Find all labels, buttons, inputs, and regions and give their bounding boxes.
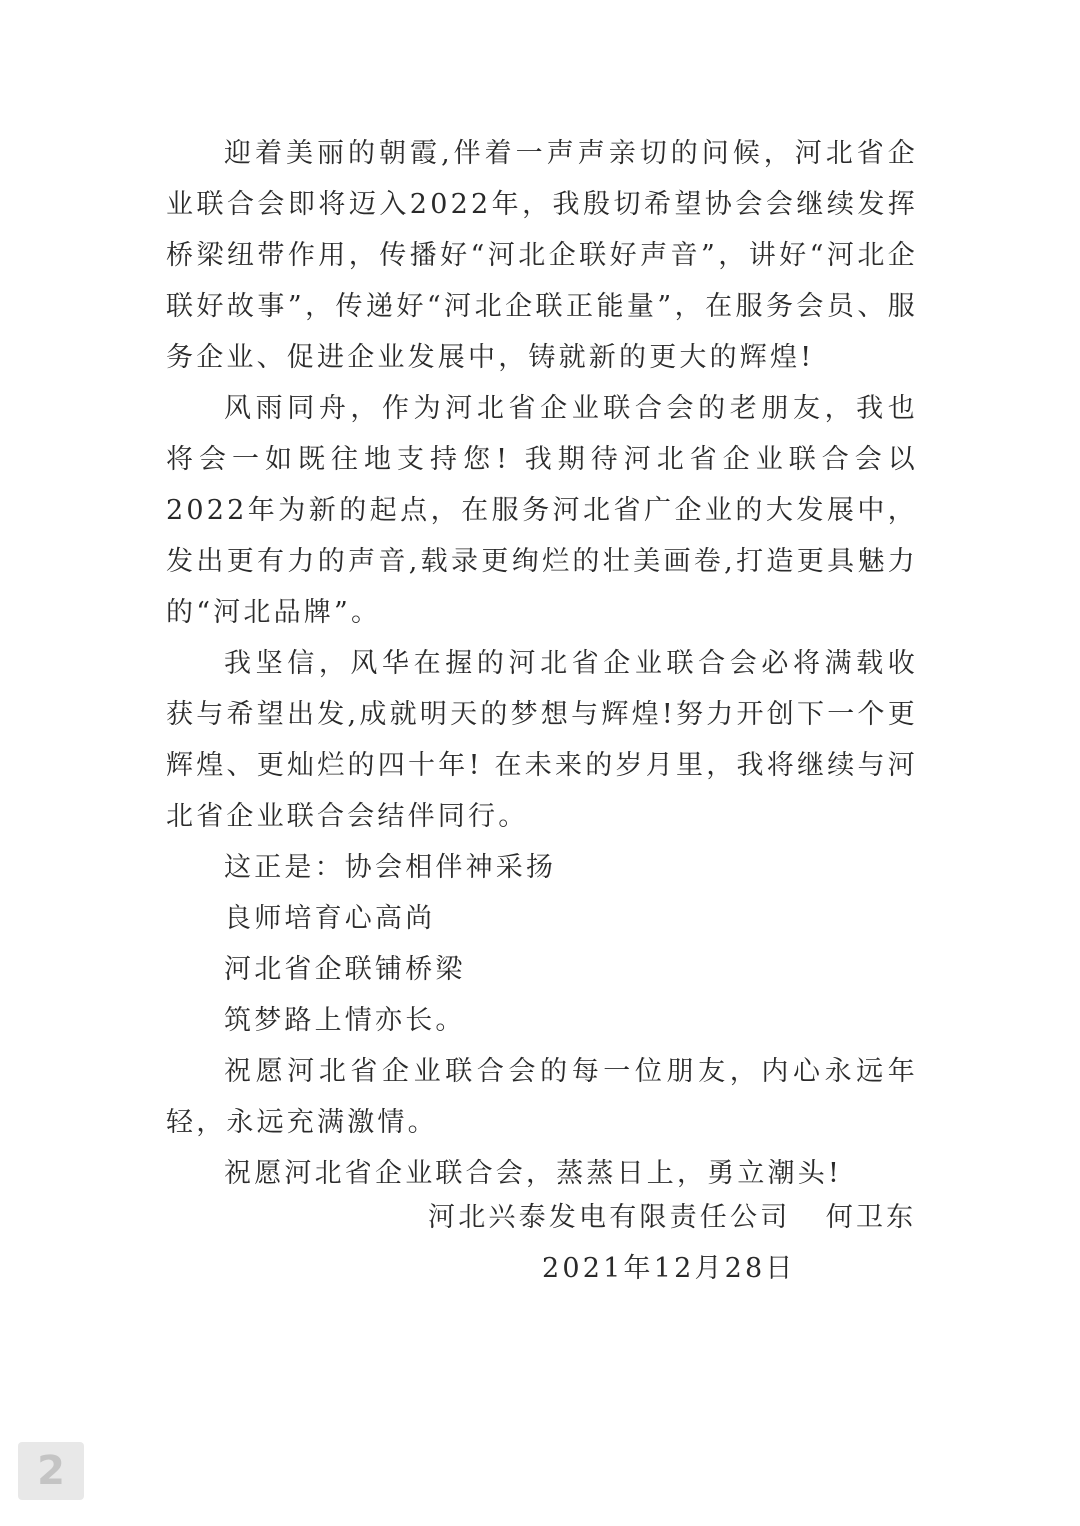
paragraph-support: 风雨同舟，作为河北省企业联合会的老朋友，我也将会一如既往地支持您! 我期待河北省企业联合会以2022年为新的起点，在服务河北省广企业的大发展中，发出更有力的声音,载录更绚烂的壮美画卷,打造更具魅力的“河北品牌”。: [166, 393, 918, 628]
verse-line: 良师培育心高尚: [224, 903, 436, 934]
signature-date: 2021年12月28日: [542, 1253, 796, 1284]
paragraph-belief: 我坚信，风华在握的河北省企业联合会必将满载收获与希望出发,成就明天的梦想与辉煌!努力开创下一个更辉煌、更灿烂的四十年! 在未来的岁月里，我将继续与河北省企业联合会结伴同行。: [166, 648, 918, 832]
signature-name: 何卫东: [825, 1202, 917, 1233]
signature-company: 河北兴泰发电有限责任公司: [428, 1202, 791, 1233]
page-number-badge: 2: [18, 1442, 84, 1500]
paragraph-greeting: 迎着美丽的朝霞,伴着一声声亲切的问候，河北省企业联合会即将迈入2022年，我殷切希望协会会继续发挥桥梁纽带作用，传播好“河北企联好声音”，讲好“河北企联好故事”，传递好“河北企联正能量”，在服务会员、服务企业、促进企业发展中，铸就新的更大的辉煌!: [166, 138, 918, 373]
signature-line: [428, 1192, 916, 1243]
signature-block: [428, 1192, 916, 1294]
letter-body: [166, 128, 918, 1199]
verse-line: 河北省企联铺桥梁: [224, 954, 466, 985]
paragraph-wish-friends: 祝愿河北省企业联合会的每一位朋友，内心永远年轻，永远充满激情。: [166, 1056, 918, 1138]
paragraph-wish-federation: 祝愿河北省企业联合会，蒸蒸日上，勇立潮头!: [224, 1158, 843, 1189]
verse-line: 这正是：协会相伴神采扬: [224, 852, 557, 883]
verse-line: 筑梦路上情亦长。: [224, 1005, 466, 1036]
